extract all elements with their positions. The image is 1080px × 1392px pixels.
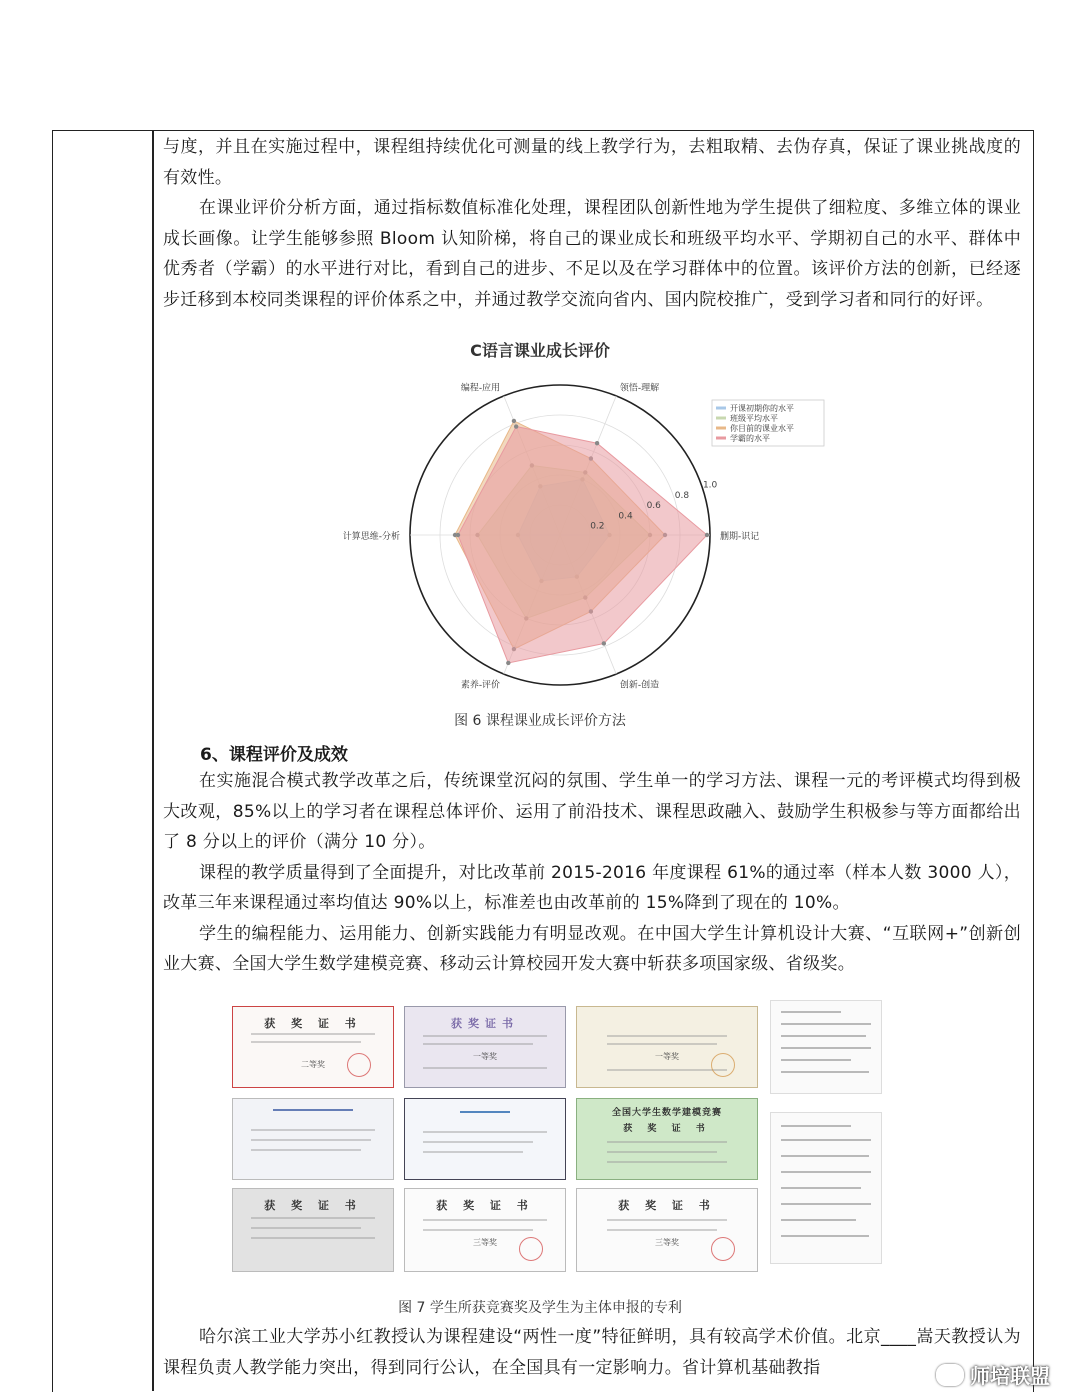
legend-entry: 学霸的水平	[730, 434, 770, 443]
radar-tick-label: 0.6	[646, 501, 661, 512]
certificate-1	[232, 1006, 394, 1088]
certificate-4	[232, 1098, 394, 1180]
radar-tick-label: 1.0	[702, 480, 718, 491]
radar-axis-label: 删期-识记	[720, 532, 760, 542]
table-column-divider	[152, 130, 154, 1391]
certificate-2-level: 一等奖	[473, 1052, 497, 1061]
certificate-6-title: 全国大学生数学建模竞赛	[611, 1108, 722, 1118]
certificate-2-title: 获奖证书	[451, 1017, 519, 1030]
seal-icon	[519, 1237, 543, 1261]
certificate-3	[576, 1006, 758, 1088]
radar-tick-label: 0.4	[618, 511, 633, 522]
content-block-top	[163, 132, 1021, 315]
certificate-7	[232, 1188, 394, 1272]
radar-data-point	[602, 641, 606, 645]
certificate-6	[576, 1098, 758, 1180]
figure-7-caption: 图 7 学生所获竞赛奖及学生为主体申报的专利	[398, 1300, 682, 1316]
legend-entry: 你目前的课业水平	[730, 424, 794, 433]
radar-tick-label: 0.8	[674, 490, 690, 501]
certificate-9-title: 获 奖 证 书	[618, 1199, 716, 1212]
legend-entry: 开课初期你的水平	[730, 404, 794, 413]
radar-data-point	[595, 441, 599, 445]
paragraph-6: 哈尔滨工业大学苏小红教授认为课程建设“两性一度”特征鲜明，具有较高学术价值。北京____嵩天教授认为课程负责人教学能力突出，得到同行公认，在全国具有一定影响力。省计算机基础教指	[163, 1327, 1021, 1378]
certificate-8-title: 获 奖 证 书	[436, 1199, 534, 1212]
certificate-2	[404, 1006, 566, 1088]
certificate-1-level: 二等奖	[301, 1060, 325, 1069]
radar-axis-label: 领悟-理解	[619, 383, 660, 394]
radar-axis-label: 计算思维-分析	[342, 532, 400, 542]
certificate-3-level: 一等奖	[655, 1052, 679, 1061]
radar-tick-label: 0.2	[590, 521, 605, 532]
certificate-6-subtitle: 获 奖 证 书	[623, 1124, 711, 1134]
seal-icon	[711, 1237, 735, 1261]
radar-axis-label: 素养-评价	[460, 680, 501, 691]
paragraph-3: 在实施混合模式教学改革之后，传统课堂沉闷的氛围、学生单一的学习方法、课程一元的考评模式均得到极大改观，85%以上的学习者在课程总体评价、运用了前沿技术、课程思政融入、鼓励学生积极参与等方面都给出了 8 分以上的评价（满分 10 分）。	[163, 771, 1021, 852]
patent-doc-2	[770, 1112, 882, 1264]
paragraph-2: 在课业评价分析方面，通过指标数值标准化处理，课程团队创新性地为学生提供了细粒度、多维立体的课业成长画像。让学生能够参照 Bloom 认知阶梯，将自己的课业成长和班级平均水平、学期初自己的水平、群体中优秀者（学霸）的水平进行对比，看到自己的进步、不足以及在学习群体中的位置。该评价方法的创新，已经逐步迁移到本校同类课程的评价体系之中，并通过教学交流向省内、国内院校推广，受到学习者和同行的好评。	[163, 198, 1021, 310]
radar-data-point	[512, 419, 516, 423]
certificate-1-title: 获 奖 证 书	[264, 1017, 362, 1030]
paragraph-4: 课程的教学质量得到了全面提升，对比改革前 2015-2016 年度课程 61%的通过率（样本人数 3000 人），改革三年来课程通过率均值达 90%以上，标准差也由改革前的 15%降到了现在的 10%。	[163, 862, 1021, 913]
radar-axis-label: 创新-创造	[619, 680, 660, 691]
content-block-bottom	[163, 1322, 1021, 1383]
certificate-9	[576, 1188, 758, 1272]
chart-title: C语言课业成长评价	[470, 341, 610, 360]
seal-icon	[711, 1053, 735, 1077]
radar-data-point	[705, 533, 709, 537]
seal-icon	[347, 1053, 371, 1077]
paragraph-1: 与度，并且在实施过程中，课程组持续优化可测量的线上教学行为，去粗取精、去伪存真，保证了课业挑战度的有效性。	[163, 137, 1021, 188]
wechat-icon	[936, 1364, 964, 1386]
radar-data-point	[514, 424, 518, 428]
patent-doc-1	[770, 1000, 882, 1094]
section-heading: 6、课程评价及成效	[200, 745, 348, 765]
certificate-8-level: 三等奖	[473, 1238, 497, 1247]
paragraph-5: 学生的编程能力、运用能力、创新实践能力有明显改观。在中国大学生计算机设计大赛、“互联网+”创新创业大赛、全国大学生数学建模竞赛、移动云计算校园开发大赛中斩获多项国家级、省级奖。	[163, 923, 1021, 974]
radar-chart	[342, 370, 800, 691]
watermark	[936, 1360, 1050, 1389]
figure-6-caption: 图 6 课程课业成长评价方法	[454, 713, 626, 729]
content-block-mid	[163, 766, 1021, 980]
legend-entry: 班级平均水平	[730, 414, 778, 423]
certificate-7-title: 获 奖 证 书	[264, 1199, 362, 1212]
certificate-9-level: 三等奖	[655, 1238, 679, 1247]
radar-data-point	[506, 661, 510, 665]
certificate-5	[404, 1098, 566, 1180]
radar-data-point	[456, 533, 460, 537]
watermark-text: 师培联盟	[970, 1364, 1050, 1388]
certificate-8	[404, 1188, 566, 1272]
radar-axis-label: 编程-应用	[460, 383, 501, 394]
